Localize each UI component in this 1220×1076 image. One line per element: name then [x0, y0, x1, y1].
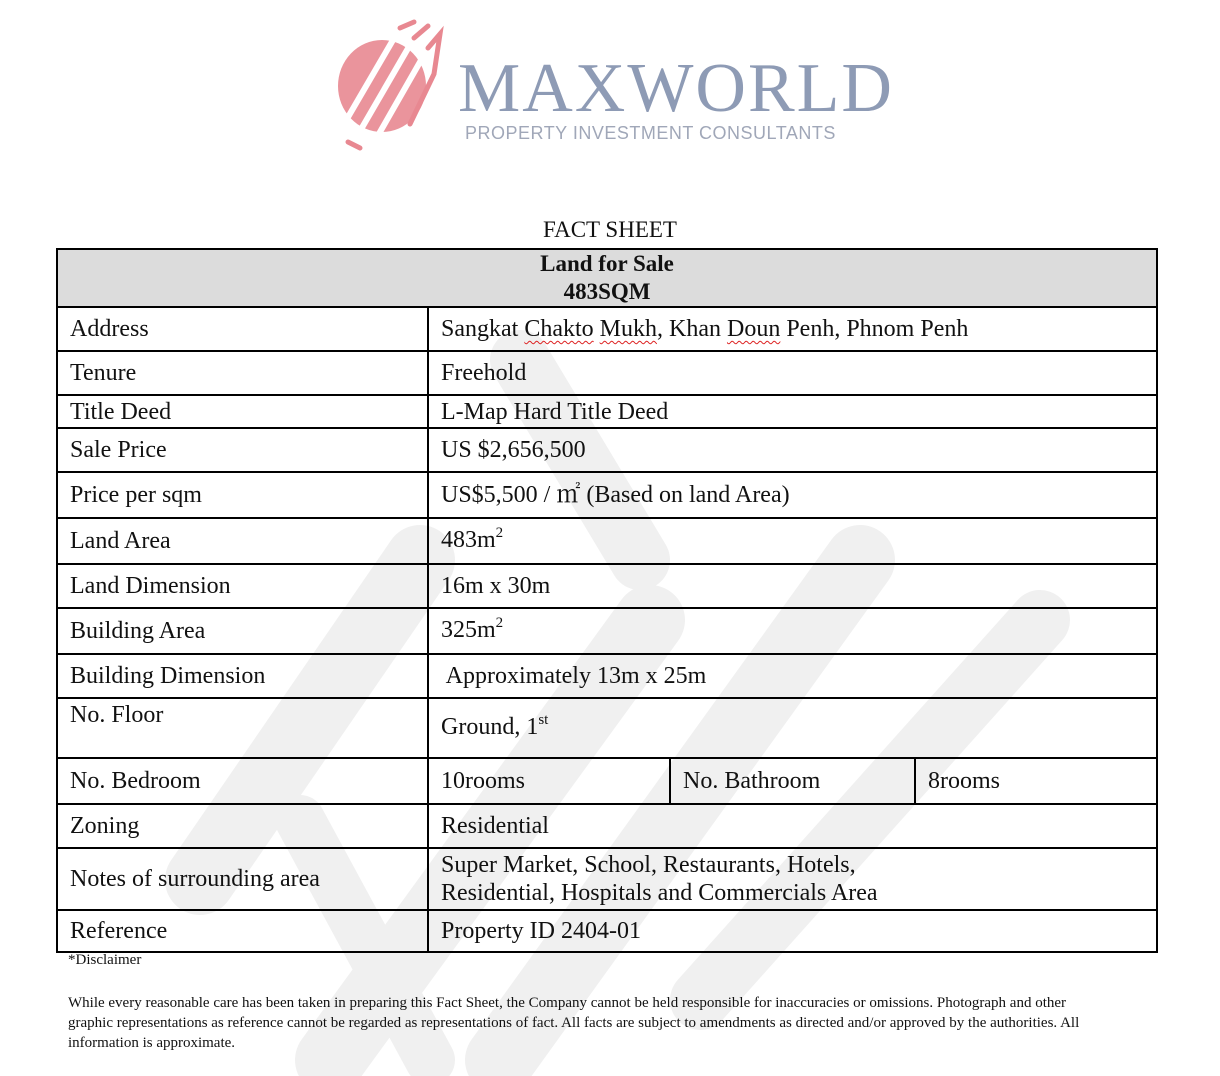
row-value-tenure: Freehold	[428, 351, 1157, 395]
table-row	[57, 910, 1157, 952]
row-value-sale-price: US $2,656,500	[428, 428, 1157, 472]
row-label-zoning: Zoning	[57, 804, 428, 848]
maxworld-logo-icon	[330, 14, 450, 154]
disclaimer-text: While every reasonable care has been taken in preparing this Fact Sheet, the Company cannot be held responsible for inaccuracies or omissions. Photograph and other graphic representations as reference cannot be regarded as representations of fact. All facts are subject to amendments as directed and/or approved by the authorities. All information is approximate.	[68, 995, 1080, 1051]
row-value-title-deed: L-Map Hard Title Deed	[428, 395, 1157, 428]
table-row	[57, 395, 1157, 428]
row-label-building-area: Building Area	[57, 608, 428, 654]
header-line-2: 483SQM	[563, 279, 651, 304]
row-value-notes: Super Market, School, Restaurants, Hotels, Residential, Hospitals and Commercials Area	[428, 848, 1157, 910]
table-row	[57, 351, 1157, 395]
row-label-sale-price: Sale Price	[57, 428, 428, 472]
table-row	[57, 698, 1157, 758]
table-row	[57, 848, 1157, 910]
row-value-zoning: Residential	[428, 804, 1157, 848]
table-row	[57, 518, 1157, 564]
row-value-land-area: $483m^2$	[428, 518, 1157, 564]
table-row	[57, 804, 1157, 848]
table-row	[57, 307, 1157, 351]
table-row	[57, 564, 1157, 608]
row-label-bedroom: No. Bedroom	[57, 758, 428, 804]
disclaimer-label: *Disclaimer	[68, 952, 142, 968]
row-value-reference: Property ID 2404-01	[428, 910, 1157, 952]
row-value-bedroom: 10rooms	[428, 758, 670, 804]
row-label-building-dimension: Building Dimension	[57, 654, 428, 698]
row-value-building-dimension: Approximately 13m x 25m	[428, 654, 1157, 698]
row-label-bathroom: No. Bathroom	[670, 758, 915, 804]
table-header	[57, 249, 1157, 307]
row-value-building-area: $325m^2$	[428, 608, 1157, 654]
company-logo	[330, 14, 894, 154]
row-value-address: Sangkat Chakto Mukh, Khan Doun Penh, Phnom Penh	[428, 307, 1157, 351]
fact-table	[56, 248, 1158, 953]
row-value-land-dimension: 16m x 30m	[428, 564, 1157, 608]
row-label-land-dimension: Land Dimension	[57, 564, 428, 608]
header-line-1: Land for Sale	[540, 251, 674, 276]
row-label-floor: No. Floor	[57, 698, 428, 758]
row-label-address: Address	[57, 307, 428, 351]
row-label-land-area: Land Area	[57, 518, 428, 564]
table-row	[57, 758, 1157, 804]
row-label-tenure: Tenure	[57, 351, 428, 395]
row-value-bathroom: 8rooms	[915, 758, 1157, 804]
brand-tagline: PROPERTY INVESTMENT CONSULTANTS	[465, 123, 836, 143]
sheet-title: FACT SHEET	[543, 217, 677, 242]
row-value-floor: Ground, 1st	[428, 698, 1157, 758]
table-header-row	[57, 249, 1157, 307]
row-label-title-deed: Title Deed	[57, 395, 428, 428]
table-row	[57, 428, 1157, 472]
row-label-reference: Reference	[57, 910, 428, 952]
table-row	[57, 472, 1157, 518]
table-row	[57, 608, 1157, 654]
table-row	[57, 654, 1157, 698]
brand-name: MAXWORLD	[458, 50, 894, 127]
row-label-notes: Notes of surrounding area	[57, 848, 428, 910]
row-label-price-per-sqm: Price per sqm	[57, 472, 428, 518]
row-value-price-per-sqm: US$5,500 / ㎡ (Based on land Area)	[428, 472, 1157, 518]
